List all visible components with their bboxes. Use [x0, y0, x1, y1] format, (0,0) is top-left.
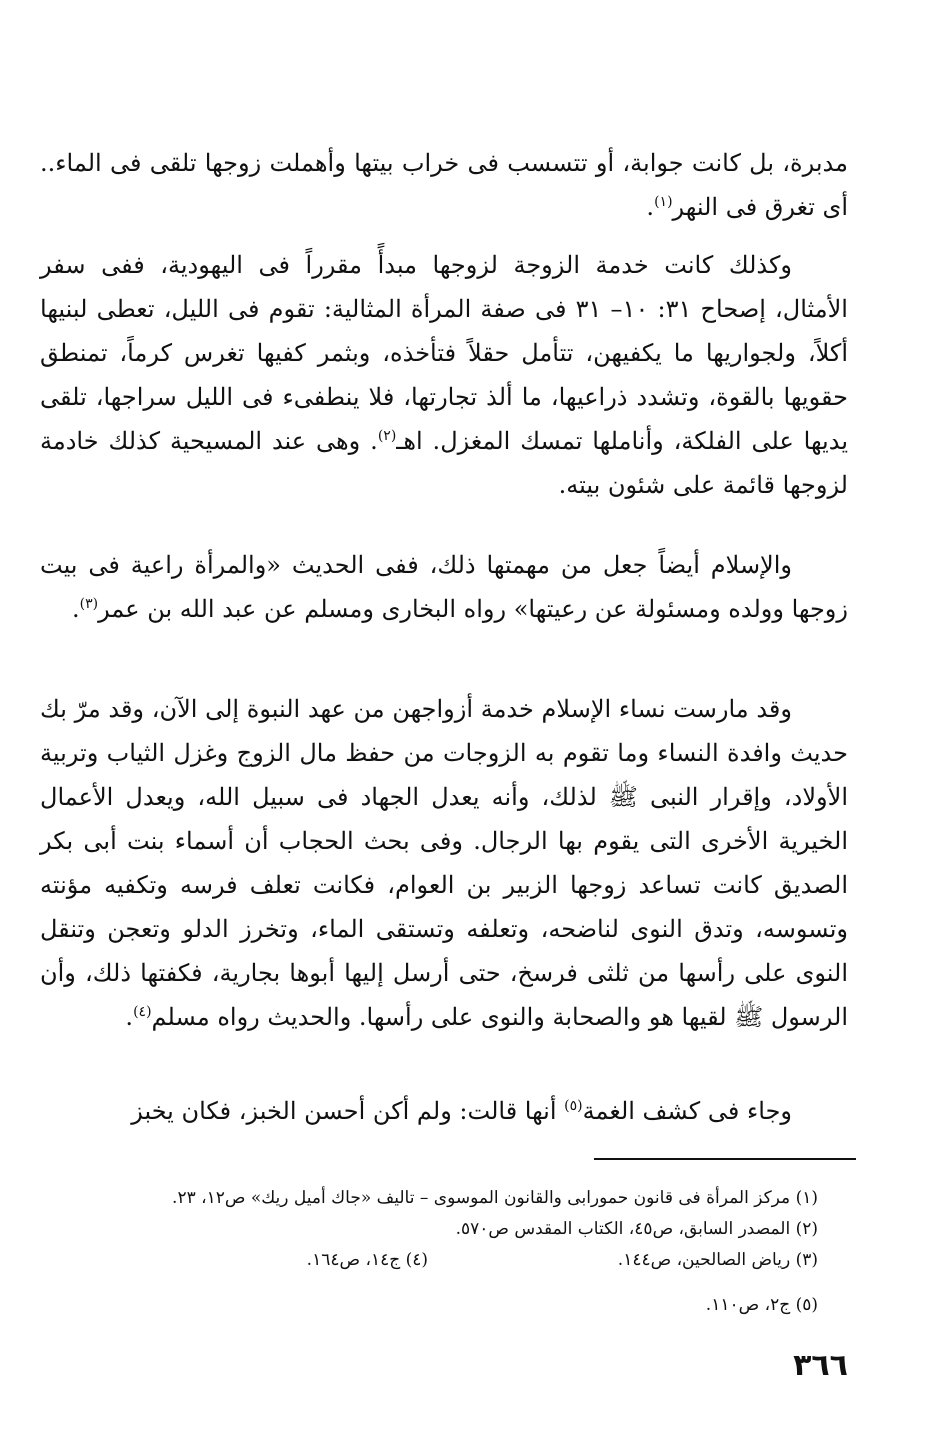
paragraph-4-text: وقد مارست نساء الإسلام خدمة أزواجهن من عهد النبوة إلى الآن، وقد مرّ بك حديث وافدة النساء وما تقوم به الزوجات من حفظ مال الزوج وغزل الثياب وتربية الأولاد، وإقرار النبى ﷺ لذلك، وأنه يعدل الجهاد فى سبيل الله، ويعدل الأعمال الخيرية الأخرى التى يقوم بها الرجال. وفى بحث الحجاب أن أسماء بنت أبى بكر الصديق كانت تساعد زوجها الزبير بن العوام، فكانت تعلف فرسه وتكفيه مؤنته وتسوسه، وتدق النوى لناضحه، وتعلفه وتستقى الماء، وتخرز الدلو وتعجن وتنقل النوى على رأسها من ثلثى فرسخ، حتى أرسل إليها أبوها بجارية، فكفتها ذلك، وأن الرسول ﷺ لقيها هو والصحابة والنوى على رأسها. والحديث رواه مسلم: [40, 695, 848, 1031]
paragraph-2-text: وكذلك كانت خدمة الزوجة لزوجها مبدأً مقرراً فى اليهودية، ففى سفر الأمثال، إصحاح ٣١: ١٠– ٣١ فى صفة المرأة المثالية: تقوم فى الليل، تعطى لبنيها أكلاً، ولجواريها ما يكفيهن، تتأمل حقلاً فتأخذه، وبثمر كفيها تغرس كرماً، تمنطق حقويها بالقوة، وتشدد ذراعيها، ما ألذ تجارتها، فلا ينطفىء فى الليل سراجها، تلقى يديها على الفلكة، وأناملها تمسك المغزل. اهـ: [40, 251, 848, 455]
footnote-ref-1: (١): [654, 194, 673, 210]
footnote-ref-2: (٢): [377, 428, 397, 444]
paragraph-3-tail: .: [72, 595, 80, 623]
paragraph-1-tail: .: [646, 193, 655, 221]
footnote-2: (٢) المصدر السابق، ص٤٥، الكتاب المقدس ص٥٧٠.: [455, 1219, 818, 1239]
footnote-5: (٥) ج٢، ص١١٠.: [705, 1295, 818, 1315]
paragraph-3: [40, 543, 848, 631]
page-number: ٣٦٦: [793, 1348, 848, 1383]
paragraph-4: [40, 687, 848, 1039]
paragraph-2: [40, 243, 848, 507]
paragraph-5-tail: أنها قالت: ولم أكن أحسن الخبز، فكان يخبز: [131, 1097, 565, 1125]
paragraph-3-text: والإسلام أيضاً جعل من مهمتها ذلك، ففى الحديث «والمرأة راعية فى بيت زوجها وولده ومسئولة عن رعيتها» رواه البخارى ومسلم عن عبد الله بن عمر: [40, 551, 848, 623]
footnote-ref-5: (٥): [564, 1098, 583, 1114]
footnote-4: (٤) ج١٤، ص١٦٤.: [306, 1250, 428, 1270]
footnote-ref-4: (٤): [133, 1004, 152, 1020]
paragraph-1: [40, 141, 848, 229]
paragraph-5-text: وجاء فى كشف الغمة: [582, 1097, 792, 1125]
footnote-1: (١) مركز المرأة فى قانون حمورابى والقانون الموسوى – تاليف «جاك أميل ريك» ص١٢، ٢٣.: [172, 1188, 818, 1208]
footnote-ref-3: (٣): [79, 596, 99, 612]
paragraph-1-text: مدبرة، بل كانت جوابة، أو تتسسب فى خراب بيتها وأهملت زوجها تلقى فى الماء.. أى تغرق فى النهر: [40, 149, 848, 221]
paragraph-5: [40, 1089, 848, 1133]
paragraph-2-tail: . وهى عند المسيحية كذلك خادمة لزوجها قائمة على شئون بيته.: [40, 427, 848, 499]
paragraph-4-tail: .: [125, 1003, 134, 1031]
footnote-divider: [594, 1158, 856, 1160]
footnote-3: (٣) رياض الصالحين، ص١٤٤.: [617, 1250, 818, 1270]
